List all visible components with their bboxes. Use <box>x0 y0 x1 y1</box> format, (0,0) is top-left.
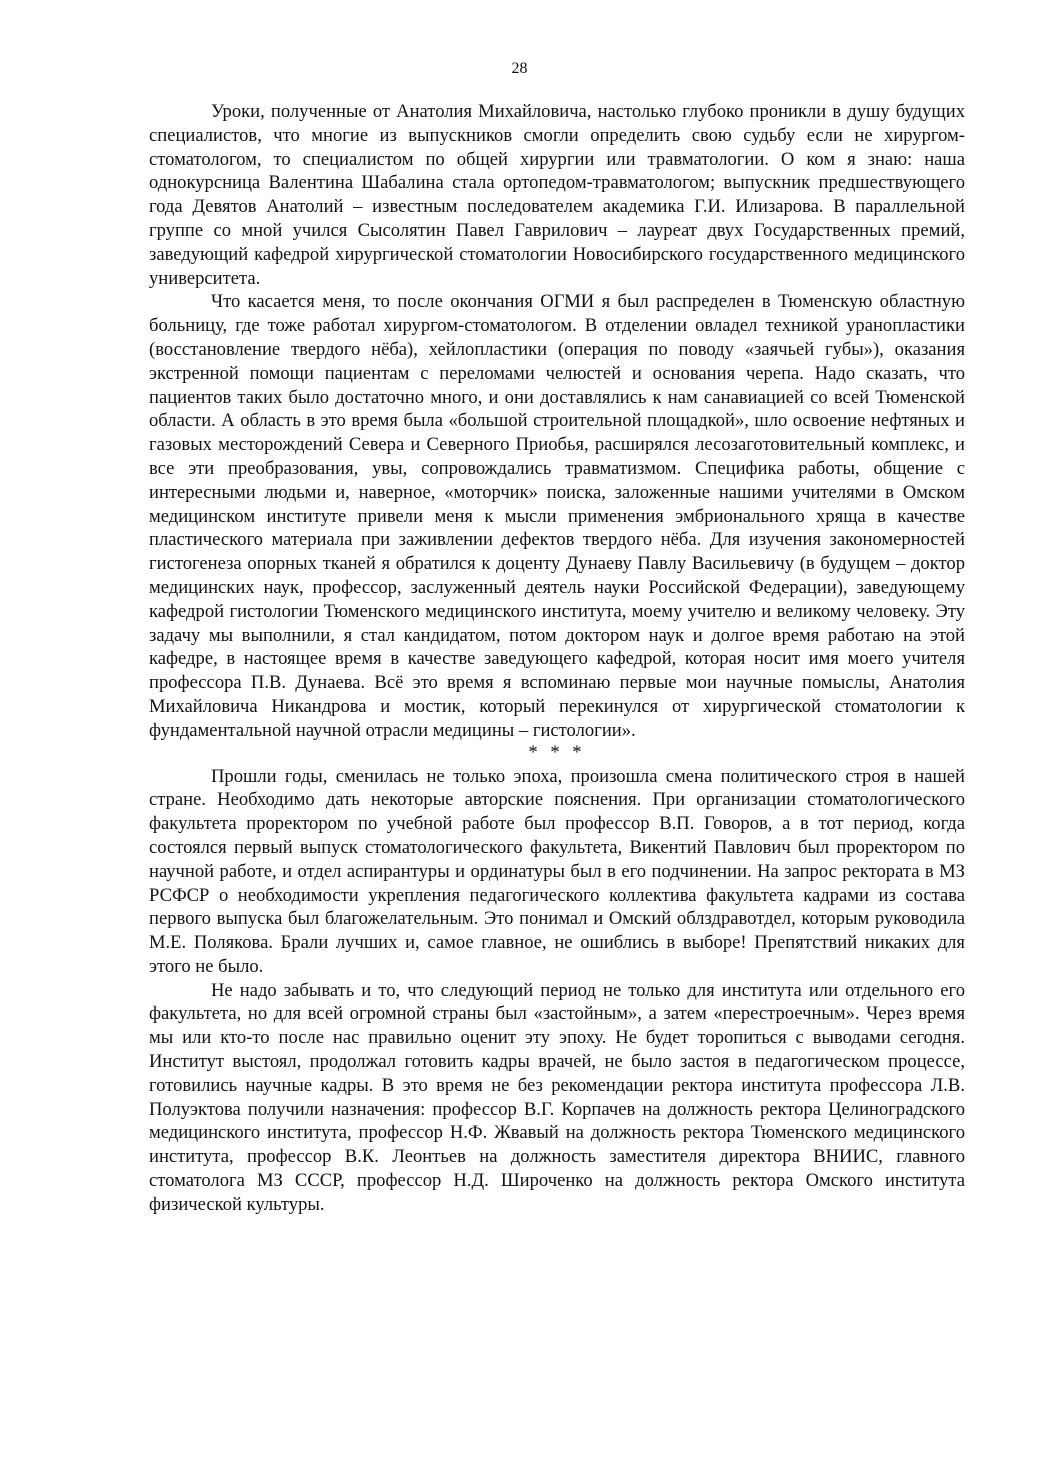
page-number: 28 <box>511 60 528 77</box>
paragraph-lessons: Уроки, полученные от Анатолия Михайловича, настолько глубоко проникли в душу будущих специалистов, что многие из выпускников смогли определить свою судьбу если не хирургом-стоматологом, то специалистом по общей хирургии или травматологии. О ком я знаю: наша однокурсница Валентина Шабалина стала ортопедом-травматологом; выпускник предшествующего года Девятов Анатолий – известным последователем академика Г.И. Илизарова. В параллельной группе со мной учился Сысолятин Павел Гаврилович – лауреат двух Государственных премий, заведующий кафедрой хирургической стоматологии Новосибирского государственного медицинского университета. <box>149 101 965 289</box>
section-separator: * * * <box>528 741 586 763</box>
paragraph-career: Что касается меня, то после окончания ОГМИ я был распределен в Тюменскую областную больницу, где тоже работал хирургом-стоматологом. В отделении овладел техникой уранопластики (восстановление твердого нёба), хейлопластики (операция по поводу «заячьей губы»), оказания экстренной помощи пациентам с переломами челюстей и основания черепа. Надо сказать, что пациентов таких было достаточно много, и они доставлялись к нам санавиацией со всей Тюменской области. А область в это время была «большой строительной площадкой», шло освоение нефтяных и газовых месторождений Севера и Северного Приобья, расширялся лесозаготовительный комплекс, и все эти преобразования, увы, сопровождались травматизмом. Специфика работы, общение с интересными людьми и, наверное, «моторчик» поиска, заложенные нашими учителями в Омском медицинском институте привели меня к мысли применения эмбрионального хряща в качестве пластического материала при заживлении дефектов твердого нёба. Для изучения закономерностей гистогенеза опорных тканей я обратился к доценту Дунаеву Павлу Васильевичу (в будущем – доктор медицинских наук, профессор, заслуженный деятель науки Российской Федерации), заведующему кафедрой гистологии Тюменского медицинского института, моему учителю и великому человеку. Эту задачу мы выполнили, я стал кандидатом, потом доктором наук и долгое время работаю на этой кафедре, в настоящее время в качестве заведующего кафедрой, которая носит имя моего учителя профессора П.В. Дунаева. Всё это время я вспоминаю первые мои научные помыслы, Анатолия Михайловича Никандрова и мостик, который перекинулся от хирургической стоматологии к фундаментальной научной отрасли медицины – гистологии». <box>149 291 965 741</box>
paragraph-years-passed: Прошли годы, сменилась не только эпоха, произошла смена политического строя в нашей стране. Необходимо дать некоторые авторские пояснения. При организации стоматологического факультета проректором по учебной работе был профессор В.П. Говоров, а в тот период, когда состоялся первый выпуск стоматологического факультета, Викентий Павлович был проректором по научной работе, и отдел аспирантуры и ординатуры был в его подчинении. На запрос ректората в МЗ РСФСР о необходимости укрепления педагогического коллектива факультета кадрами из состава первого выпуска был благожелательным. Это понимал и Омский облздравотдел, которым руководила М.Е. Полякова. Брали лучших и, самое главное, не ошиблись в выборе! Препятствий никаких для этого не было. <box>149 765 965 977</box>
page-body <box>149 100 965 1217</box>
paragraph-stagnation-period: Не надо забывать и то, что следующий период не только для института или отдельного его факультета, но для всей огромной страны был «застойным», а затем «перестроечным». Через время мы или кто-то после нас правильно оценит эту эпоху. Не будет торопиться с выводами сегодня. Институт выстоял, продолжал готовить кадры врачей, не было застоя в педагогическом процессе, готовились научные кадры. В это время не без рекомендации ректора института профессора Л.В. Полуэктова получили назначения: профессор В.Г. Корпачев на должность ректора Целиноградского медицинского института, профессор Н.Ф. Жвавый на должность ректора Тюменского медицинского института, профессор В.К. Леонтьев на должность заместителя директора ВНИИС, главного стоматолога МЗ СССР, профессор Н.Д. Широченко на должность ректора Омского института физической культуры. <box>149 979 965 1215</box>
